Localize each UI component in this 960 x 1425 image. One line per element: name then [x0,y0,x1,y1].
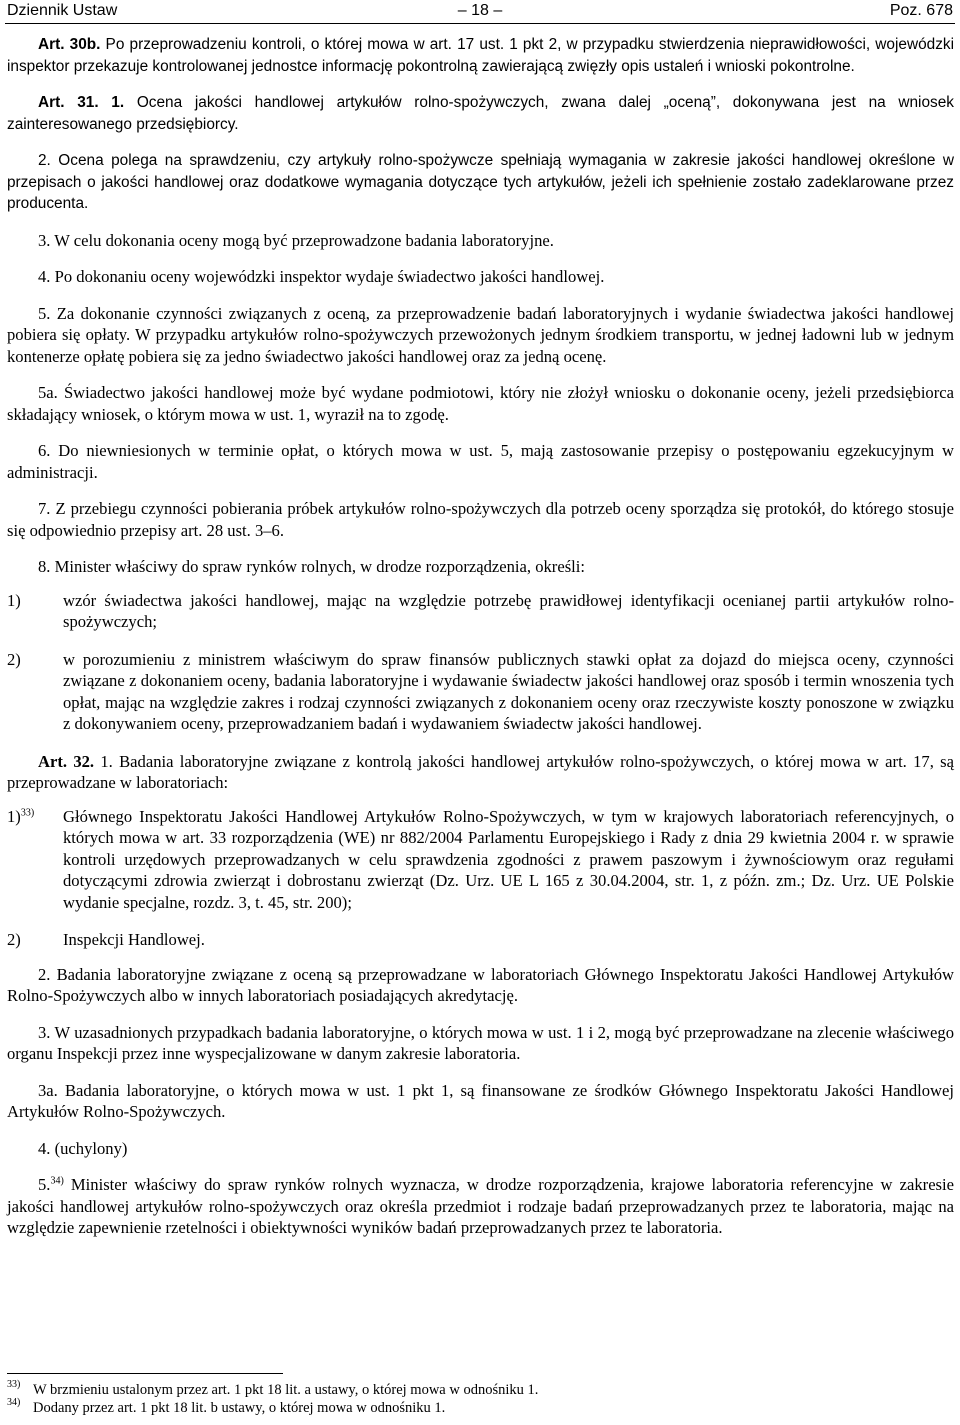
document-body [7,34,954,1254]
footnote-rule [7,1373,283,1374]
item-text: w porozumieniu z ministrem właściwym do spraw finansów publicznych stawki opłat za dojazd do miejsca oceny, czynności związane z dokonaniem oceny, badania laboratoryjne i wydawanie świadectw jakości handlowej oraz sposób i termin wnoszenia tych opłat, mając na względzie zakres i rodzaj czynności związanych z dokonaniem oceny oraz rzeczywiste koszty ponoszone w związku z dokonywaniem oceny, przeprowadzaniem badań i wydawaniem świadectw jakości handlowej. [63,649,954,733]
art-32-para-5: 5.$^{34)}$ Minister właściwy do spraw rynków rolnych wyznacza, w drodze rozporządzenia, krajowe laboratoria referencyjne w zakresie jakości handlowej artykułów rolno-spożywczych oraz określa przedmiot i rodzaje badań przeprowadzanych przez te laboratoria, mając na względzie zapewnienie rzetelności i obiektywności wyników badań przeprowadzanych przez te laboratoria. [7,1175,954,1237]
footnote-text: W brzmieniu ustalonym przez art. 1 pkt 18 lit. a ustawy, o której mowa w odnośniku 1. [33,1382,539,1398]
article-label: Art. 30b. [38,36,101,53]
header-rule [5,23,955,24]
art-30b [7,34,954,77]
item-number: 2) [7,649,21,669]
item-text: Inspekcji Handlowej. [63,930,205,949]
list-item [7,649,954,735]
item-text: Głównego Inspektoratu Jakości Handlowej Artykułów Rolno-Spożywczych, w tym w krajowych laboratoriach referencyjnych, o których mowa w art. 33 rozporządzenia (WE) nr 882/2004 Parlamentu Europejskiego i Rady z dnia 29 kwietnia 2004 r. w sprawie kontroli urzędowych przeprowadzanych w celu sprawdzenia zgodności z prawem paszowym i żywnościowym oraz regułami dotyczącymi zdrowia zwierząt i dobrostanu zwierząt (Dz. Urz. UE L 165 z 30.04.2004, str. 1, z późn. zm.; Dz. Urz. UE Polskie wydanie specjalne, rozdz. 3, t. 45, str. 200); [63,806,954,912]
list-item [7,929,954,951]
paragraph-text: Minister właściwy do spraw rynków rolnych wyznacza, w drodze rozporządzenia, krajowe laboratoria referencyjne w zakresie jakości handlowej artykułów rolno-spożywczych oraz określa przedmiot i rodzaje badań przeprowadzanych przez te laboratoria, mając na względzie zapewnienie rzetelności i obiektywności wyników badań przeprowadzanych przez te laboratoria. [7,1175,954,1237]
page-header [0,0,960,22]
art-32-para-1 [7,751,954,794]
article-text: Po przeprowadzeniu kontroli, o której mowa w art. 17 ust. 1 pkt 2, w przypadku stwierdzenia nieprawidłowości, wojewódzki inspektor przekazuje kontrolowanej jednostce informację pokontrolną zawierającą zwięzły opis ustaleń i wnioski pokontrolne. [7,36,955,75]
footnotes [7,1381,954,1417]
art-31-para-5a: 5a. Świadectwo jakości handlowej może być wydane podmiotowi, który nie złożył wniosku o dokonanie oceny, jeżeli przedsiębiorca składający wniosek, o którym mowa w ust. 1, wyraził na to zgodę. [7,383,954,424]
art-31-para-4: 4. Po dokonaniu oceny wojewódzki inspektor wydaje świadectwo jakości handlowej. [38,267,605,286]
footnote-text: Dodany przez art. 1 pkt 18 lit. b ustawy, o której mowa w odnośniku 1. [33,1400,446,1416]
paragraph-text: Ocena jakości handlowej artykułów rolno-spożywczych, zwana dalej „oceną”, dokonywana jest na wniosek zainteresowanego przedsiębiorcy. [7,94,954,133]
journal-name: Dziennik Ustaw [7,2,118,19]
art-32-para-2: 2. Badania laboratoryjne związane z oceną są przeprowadzane w laboratoriach Głównego Inspektoratu Jakości Handlowej Artykułów Rolno-Spożywczych albo w innych laboratoriach posiadających akredytację. [7,964,954,1005]
page-number: – 18 – [457,2,503,19]
item-number: 2) [7,930,21,949]
art-32-para-4: 4. (uchylony) [38,1138,128,1158]
footnote-ref: 33) [20,806,35,818]
footnote-number: 33) [7,1379,21,1390]
article-label: Art. 31. 1. [38,94,125,111]
footnote [7,1381,954,1399]
article-label: Art. 32. [38,751,95,771]
item-number: 1)$^{33)}$ [7,806,35,826]
art-31-para-2: 2. Ocena polega na sprawdzeniu, czy artykuły rolno-spożywcze spełniają wymagania w zakresie jakości handlowej określone w przepisach o jakości handlowej oraz dodatkowe wymagania dotyczące tych artykułów, jeżeli ich spełnienie zostało zadeklarowane przez producenta. [7,152,954,212]
art-31-para-8: 8. Minister właściwy do spraw rynków rolnych, w drodze rozporządzenia, określi: [38,557,585,576]
art-31-para-3: 3. W celu dokonania oceny mogą być przeprowadzone badania laboratoryjne. [38,230,554,250]
art-32-para-3: 3. W uzasadnionych przypadkach badania laboratoryjne, o których mowa w ust. 1 i 2, mogą być przeprowadzane na zlecenie właściwego organu Inspekcji przez inne wyspecjalizowane w danym zakresie laboratoria. [7,1022,954,1063]
footnote [7,1399,954,1417]
footnote-ref: 34) [50,1175,64,1187]
art-31-para-6: 6. Do niewniesionych w terminie opłat, o których mowa w ust. 5, mają zastosowanie przepisy o postępowaniu egzekucyjnym w administracji. [7,441,954,482]
list-item [7,590,954,633]
position-number: Poz. 678 [889,2,953,19]
item-text: wzór świadectwa jakości handlowej, mając na względzie potrzebę prawidłowej identyfikacji ocenianej partii artykułów rolno-spożywczych; [63,590,954,631]
art-31-para-5: 5. Za dokonanie czynności związanych z oceną, za przeprowadzenie badań laboratoryjnych i wydanie świadectwa jakości handlowej pobiera się opłaty. W przypadku artykułów rolno-spożywczych przewożonych jednym środkiem transportu, w jednej ładowni lub w jednym kontenerze opłatę pobiera się za jedno świadectwo jakości handlowej oraz za jedną ocenę. [7,303,954,366]
paragraph-text: 1. Badania laboratoryjne związane z kontrolą jakości handlowej artykułów rolno-spożywczych, o której mowa w art. 17, są przeprowadzane w laboratoriach: [7,751,954,792]
list-item [7,806,954,914]
item-number: 1) [7,590,21,610]
art-31-para-7: 7. Z przebiegu czynności pobierania próbek artykułów rolno-spożywczych dla potrzeb oceny sporządza się protokół, do którego stosuje się odpowiednio przepisy art. 28 ust. 3–6. [7,499,954,540]
footnote-number: 34) [7,1397,21,1408]
art-31-para-1 [7,92,954,135]
art-32-para-3a: 3a. Badania laboratoryjne, o których mowa w ust. 1 pkt 1, są finansowane ze środków Głównego Inspektoratu Jakości Handlowej Artykułów Rolno-Spożywczych. [7,1080,954,1121]
